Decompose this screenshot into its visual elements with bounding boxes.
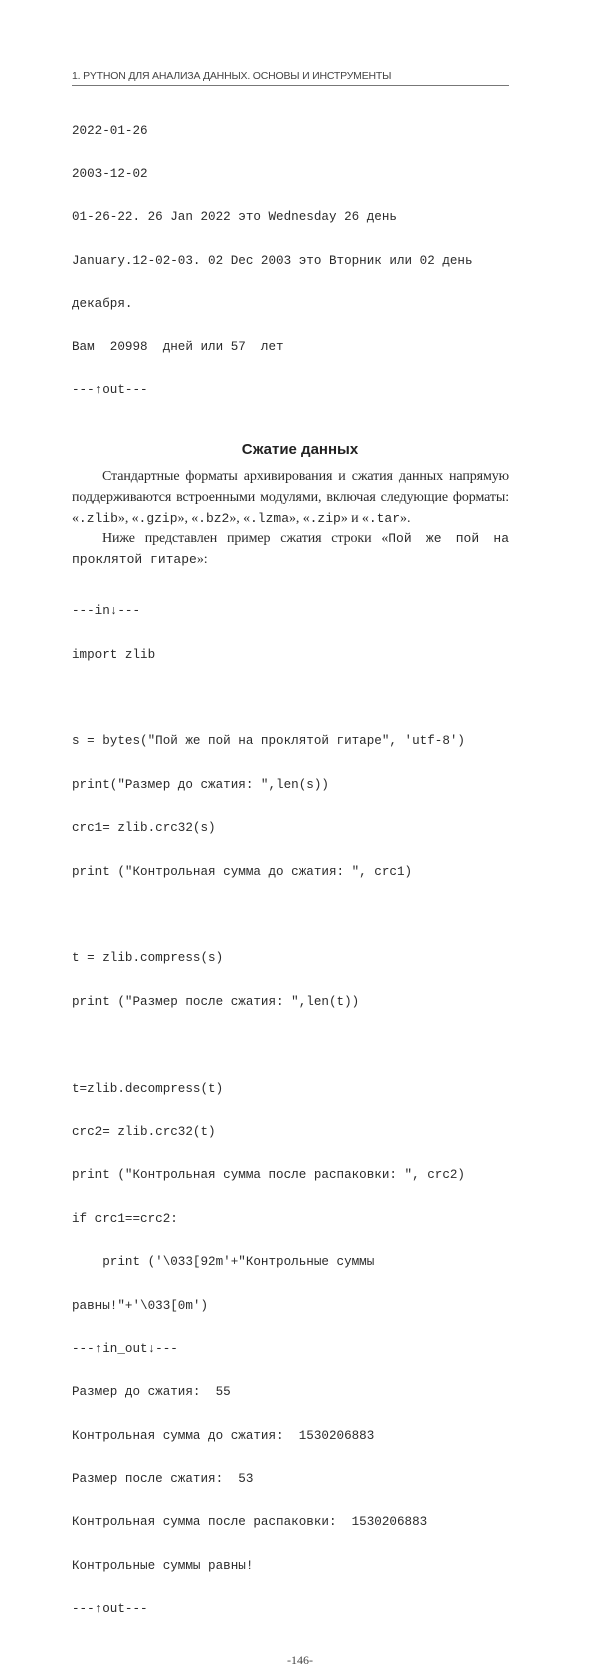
text: », « xyxy=(177,510,199,526)
format-bz2: .bz2 xyxy=(198,510,230,526)
code-line: t=zlib.decompress(t) xyxy=(72,1081,224,1096)
code-line: ---in↓--- xyxy=(72,604,141,619)
section-title: Сжатие данных xyxy=(241,441,359,459)
code-line: равны!"+'\033[0m') xyxy=(72,1298,209,1313)
code-line xyxy=(72,908,509,923)
output-line: January.12-02-03. 02 Dec 2003 это Вторник или 02 день xyxy=(72,253,473,268)
text: Ниже представлен пример сжатия строки « xyxy=(102,531,389,547)
output-line: Контрольные суммы равны! xyxy=(72,1558,254,1573)
code-line: print ("Контрольная сумма после распаковки: ", crc2) xyxy=(72,1168,465,1183)
paragraph-formats xyxy=(72,467,509,529)
code-line xyxy=(72,691,509,706)
output-line: 2003-12-02 xyxy=(72,167,148,182)
code-line: print("Размер до сжатия: ",len(s)) xyxy=(72,777,329,792)
format-tar: .tar xyxy=(368,510,401,526)
code-line: if crc1==crc2: xyxy=(72,1211,178,1226)
text: ». xyxy=(400,510,411,526)
format-lzma: .lzma xyxy=(249,510,289,526)
code-line xyxy=(72,1038,509,1053)
format-gzip: .gzip xyxy=(138,510,178,526)
text: »: xyxy=(196,551,208,567)
example-string: Пой же пой на проклятой гитаре xyxy=(72,531,509,567)
code-line: ---↑in_out↓--- xyxy=(72,1341,178,1356)
code-line: crc2= zlib.crc32(t) xyxy=(72,1124,216,1139)
format-zlib: .zlib xyxy=(78,510,118,526)
output-line: 2022-01-26 xyxy=(72,124,148,138)
text: », « xyxy=(117,510,139,526)
output-line: декабря. xyxy=(72,296,133,311)
code-line: s = bytes("Пой же пой на проклятой гитаре", 'utf-8') xyxy=(72,734,465,749)
format-zip: .zip xyxy=(309,510,341,526)
code-line: t = zlib.compress(s) xyxy=(72,951,224,966)
text: », « xyxy=(289,510,310,526)
text: » и « xyxy=(340,510,369,526)
code-line: crc1= zlib.crc32(s) xyxy=(72,821,216,836)
code-line: print ('\033[92m'+"Контрольные суммы xyxy=(72,1255,375,1270)
output-line: Контрольная сумма после распаковки: 1530206883 xyxy=(72,1515,428,1530)
output-line: Размер после сжатия: 53 xyxy=(72,1472,254,1487)
code-line: import zlib xyxy=(72,647,156,662)
code-block xyxy=(72,576,509,1645)
output-line: 01-26-22. 26 Jan 2022 это Wednesday 26 день xyxy=(72,210,397,225)
output-line: Вам 20998 дней или 57 лет xyxy=(72,339,284,354)
output-line: ---↑out--- xyxy=(72,1602,148,1617)
page-content xyxy=(72,96,509,1668)
page-number: -146- xyxy=(287,1652,313,1667)
code-line: print ("Контрольная сумма до сжатия: ", crc1) xyxy=(72,864,413,879)
code-line: print ("Размер после сжатия: ",len(t)) xyxy=(72,994,360,1009)
output-line: Контрольная сумма до сжатия: 1530206883 xyxy=(72,1428,375,1443)
output-block-1 xyxy=(72,96,509,426)
body-text xyxy=(72,467,509,570)
text: Стандартные форматы архивирования и сжатия данных напрямую поддерживаются встроенными модулями, включая следующие форматы: « xyxy=(72,469,509,526)
output-line: ---↑out--- xyxy=(72,383,148,398)
output-line: Размер до сжатия: 55 xyxy=(72,1385,231,1400)
paragraph-example xyxy=(72,529,509,570)
text: », « xyxy=(229,510,250,526)
running-header: 1. PYTHON ДЛЯ АНАЛИЗА ДАННЫХ. ОСНОВЫ И ИНСТРУМЕНТЫ xyxy=(72,70,509,86)
